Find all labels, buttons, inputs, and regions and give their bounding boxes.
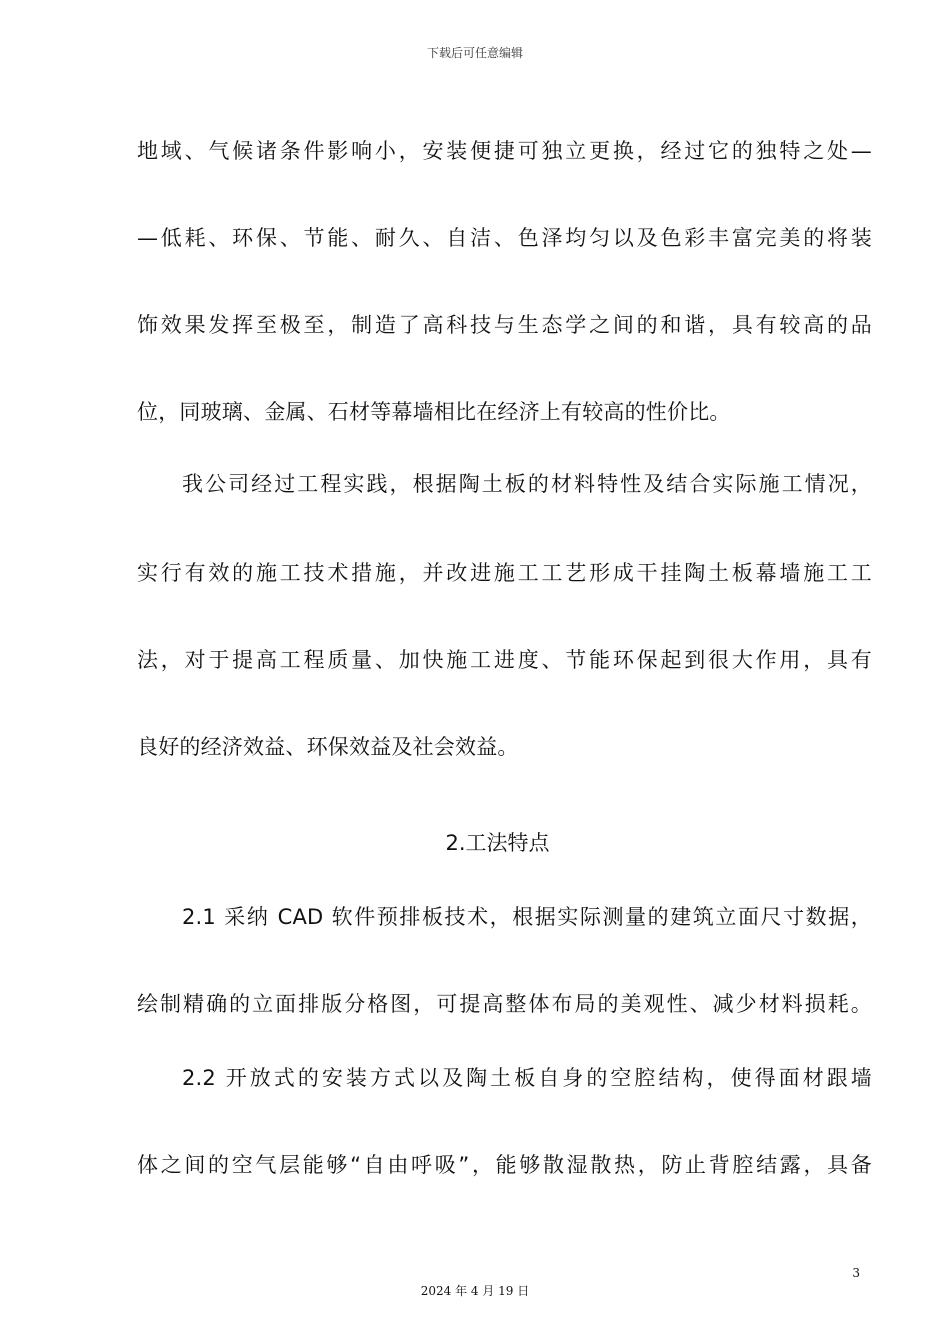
paragraph-line: 位，同玻璃、金属、石材等幕墙相比在经济上有较高的性价比。 <box>137 400 731 424</box>
paragraph-line: 2.1 采纳 CAD 软件预排板技术，根据实际测量的建筑立面尺寸数据， <box>182 905 872 929</box>
paragraph-line: 实行有效的施工技术措施，并改进施工工艺形成干挂陶土板幕墙施工工 <box>137 561 872 585</box>
paragraph-line: —低耗、环保、节能、耐久、自洁、色泽均匀以及色彩丰富完美的将装 <box>137 226 872 250</box>
paragraph-line: 我公司经过工程实践，根据陶土板的材料特性及结合实际施工情况， <box>182 472 872 496</box>
paragraph-line: 2.2 开放式的安装方式以及陶土板自身的空腔结构，使得面材跟墙 <box>182 1066 872 1090</box>
paragraph-line: 法，对于提高工程质量、加快施工进度、节能环保起到很大作用，具有 <box>137 648 872 672</box>
paragraph-line: 良好的经济效益、环保效益及社会效益。 <box>137 735 519 759</box>
paragraph-line: 地域、气候诸条件影响小，安装便捷可独立更换，经过它的独特之处— <box>137 139 872 163</box>
paragraph-line: 体之间的空气层能够“自由呼吸”，能够散湿散热，防止背腔结露，具备 <box>137 1153 872 1177</box>
paragraph-line: 绘制精确的立面排版分格图，可提高整体布局的美观性、减少材料损耗。 <box>137 992 872 1016</box>
page-number: 3 <box>852 1266 860 1280</box>
page-footer-date: 2024 年 4 月 19 日 <box>420 1284 530 1298</box>
page-header: 下载后可任意编辑 <box>426 46 523 60</box>
section-heading: 2.工法特点 <box>445 831 550 855</box>
paragraph-line: 饰效果发挥至极至，制造了高科技与生态学之间的和谐，具有较高的品 <box>137 313 872 337</box>
